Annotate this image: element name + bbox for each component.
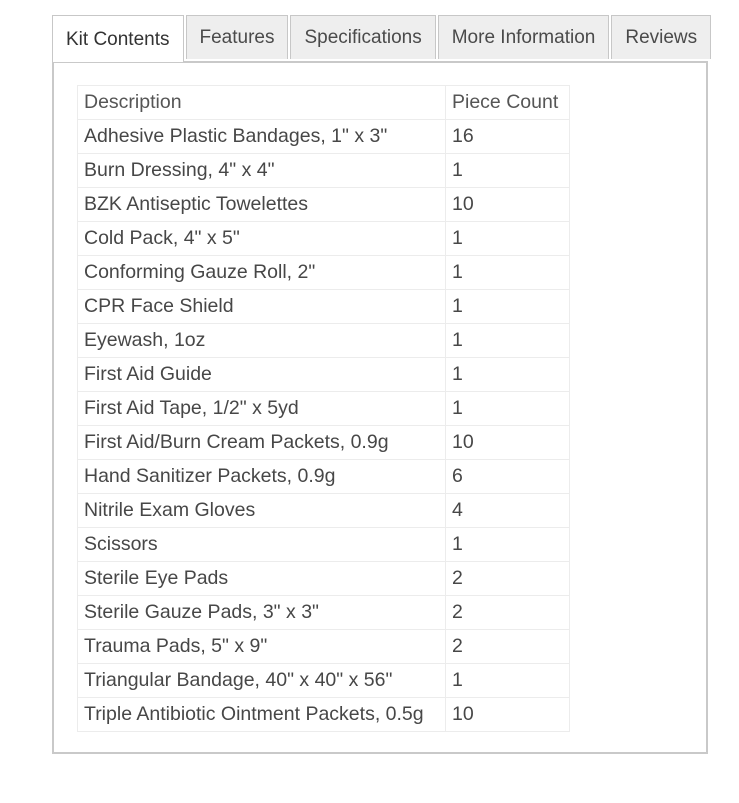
item-piece-count: 10 — [446, 698, 570, 732]
table-row — [78, 120, 570, 154]
item-description: First Aid Tape, 1/2" x 5yd — [78, 392, 446, 426]
item-description: First Aid Guide — [78, 358, 446, 392]
item-description: Scissors — [78, 528, 446, 562]
item-description: Triple Antibiotic Ointment Packets, 0.5g — [78, 698, 446, 732]
item-piece-count: 4 — [446, 494, 570, 528]
table-row — [78, 460, 570, 494]
item-piece-count: 1 — [446, 222, 570, 256]
item-description: Sterile Eye Pads — [78, 562, 446, 596]
item-piece-count: 1 — [446, 256, 570, 290]
item-piece-count: 10 — [446, 426, 570, 460]
tab-bar — [52, 15, 713, 62]
item-piece-count: 10 — [446, 188, 570, 222]
item-piece-count: 1 — [446, 528, 570, 562]
tab-features[interactable]: Features — [186, 15, 289, 59]
item-description: Trauma Pads, 5" x 9" — [78, 630, 446, 664]
item-piece-count: 1 — [446, 324, 570, 358]
table-row — [78, 324, 570, 358]
table-row — [78, 188, 570, 222]
tab-kit-contents[interactable]: Kit Contents — [52, 15, 184, 62]
table-row — [78, 426, 570, 460]
column-header-piece-count: Piece Count — [446, 86, 570, 120]
item-description: CPR Face Shield — [78, 290, 446, 324]
table-row — [78, 698, 570, 732]
column-header-description: Description — [78, 86, 446, 120]
kit-contents-panel — [52, 61, 708, 754]
table-row — [78, 290, 570, 324]
item-piece-count: 6 — [446, 460, 570, 494]
item-description: Hand Sanitizer Packets, 0.9g — [78, 460, 446, 494]
table-row — [78, 256, 570, 290]
item-piece-count: 1 — [446, 154, 570, 188]
table-row — [78, 630, 570, 664]
item-piece-count: 1 — [446, 290, 570, 324]
item-piece-count: 2 — [446, 596, 570, 630]
item-piece-count: 2 — [446, 630, 570, 664]
item-piece-count: 16 — [446, 120, 570, 154]
item-description: Burn Dressing, 4" x 4" — [78, 154, 446, 188]
item-description: BZK Antiseptic Towelettes — [78, 188, 446, 222]
table-row — [78, 222, 570, 256]
table-row — [78, 358, 570, 392]
kit-contents-table — [77, 85, 570, 732]
item-description: Sterile Gauze Pads, 3" x 3" — [78, 596, 446, 630]
table-row — [78, 392, 570, 426]
item-description: Conforming Gauze Roll, 2" — [78, 256, 446, 290]
table-header-row — [78, 86, 570, 120]
item-piece-count: 1 — [446, 664, 570, 698]
item-description: Adhesive Plastic Bandages, 1" x 3" — [78, 120, 446, 154]
tab-reviews[interactable]: Reviews — [611, 15, 711, 59]
item-piece-count: 1 — [446, 358, 570, 392]
item-piece-count: 1 — [446, 392, 570, 426]
table-row — [78, 494, 570, 528]
table-row — [78, 664, 570, 698]
tab-more-information[interactable]: More Information — [438, 15, 610, 59]
table-row — [78, 596, 570, 630]
item-description: Nitrile Exam Gloves — [78, 494, 446, 528]
tab-specifications[interactable]: Specifications — [290, 15, 435, 59]
item-description: First Aid/Burn Cream Packets, 0.9g — [78, 426, 446, 460]
table-row — [78, 528, 570, 562]
item-description: Eyewash, 1oz — [78, 324, 446, 358]
table-row — [78, 154, 570, 188]
item-piece-count: 2 — [446, 562, 570, 596]
item-description: Triangular Bandage, 40" x 40" x 56" — [78, 664, 446, 698]
table-row — [78, 562, 570, 596]
item-description: Cold Pack, 4" x 5" — [78, 222, 446, 256]
